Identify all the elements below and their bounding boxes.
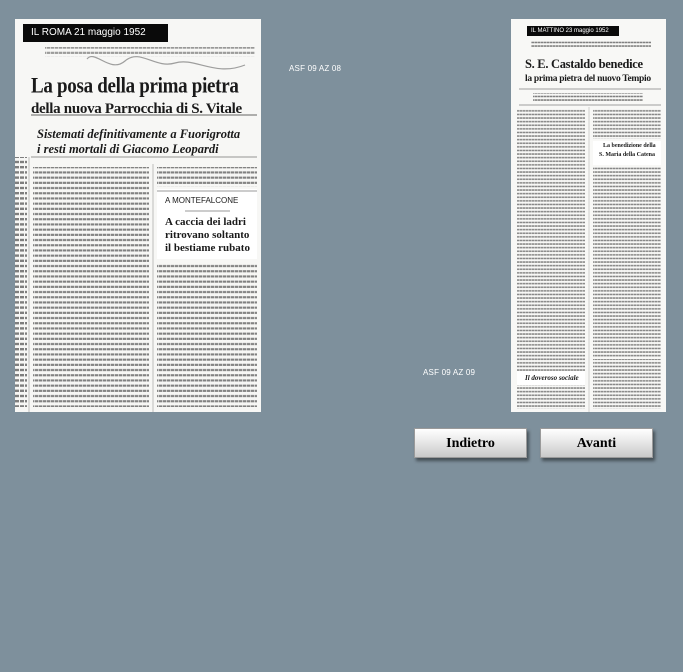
back-button[interactable]: Indietro bbox=[414, 428, 527, 458]
next-button[interactable]: Avanti bbox=[540, 428, 653, 458]
caption-first-clipping: ASF 09 AZ 08 bbox=[289, 64, 342, 73]
subheadline: della nuova Parrocchia di S. Vitale bbox=[31, 101, 242, 117]
headline-2: la prima pietra del nuovo Tempio bbox=[525, 74, 651, 84]
side-headline-2: ritrovano soltanto bbox=[165, 229, 250, 241]
side-headline-1: A caccia dei ladri bbox=[165, 216, 246, 228]
subhead-3: Il doveroso sociale bbox=[525, 374, 579, 382]
masthead-roma: IL ROMA 21 maggio 1952 bbox=[23, 24, 168, 42]
newspaper-clipping-roma bbox=[15, 19, 261, 412]
deck-line-2: i resti mortali di Giacomo Leopardi bbox=[37, 142, 219, 156]
subhead-1: La benedizione della bbox=[603, 143, 656, 149]
deck-line-1: Sistemati definitivamente a Fuorigrotta bbox=[37, 127, 241, 141]
newspaper-clipping-mattino bbox=[511, 19, 666, 412]
subhead-2: S. Maria della Catena bbox=[599, 152, 655, 158]
headline: La posa della prima pietra bbox=[31, 74, 239, 99]
side-place: A MONTEFALCONE bbox=[165, 196, 239, 205]
caption-second-clipping: ASF 09 AZ 09 bbox=[423, 368, 476, 377]
side-headline-3: il bestiame rubato bbox=[165, 242, 250, 254]
headline-1: S. E. Castaldo benedice bbox=[525, 57, 643, 71]
masthead-mattino: IL MATTINO 23 maggio 1952 bbox=[527, 26, 619, 36]
